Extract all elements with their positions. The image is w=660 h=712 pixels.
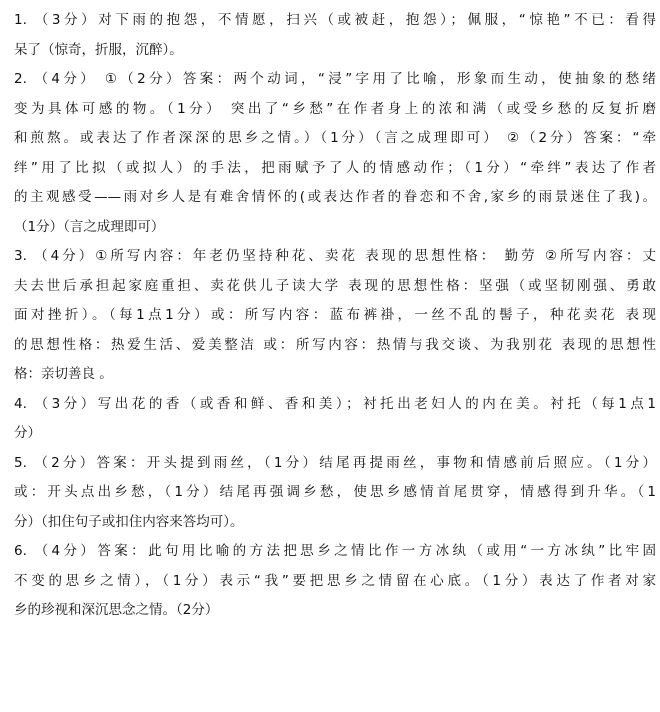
- answer-2-line-1: 2. （4分） ①（2分）答案：两个动词，“浸”字用了比喻，形象而生动，使抽象的愁绪: [14, 71, 656, 87]
- answer-6-line-3: 乡的珍视和深沉思念之情。（2分）: [14, 602, 219, 618]
- answer-2-line-2: 变为具体可感的物。（1分） 突出了“乡愁”在作者身上的浓和满（或受乡愁的反复折磨: [14, 100, 656, 117]
- answer-3-line-5: 格：亲切善良 。: [14, 366, 113, 382]
- answer-1-line-2: 呆了（惊奇，折服，沉醉）。: [14, 41, 183, 58]
- answer-6-line-1: 6. （4分）答案：此句用比喻的方法把思乡之情比作一方冰纨（或用“一方冰纨”比牢固: [14, 543, 656, 559]
- answer-2-line-4: 绊”用了比拟（或拟人）的手法，把雨赋予了人的情感动作；（1分）“牵绊”表达了作者: [14, 159, 656, 176]
- answer-2-line-5: 的主观感受——雨对乡人是有难舍情怀的(或表达作者的眷恋和不舍,家乡的雨景迷住了我)。: [14, 189, 656, 205]
- answer-document: [14, 6, 656, 626]
- answer-3-line-3: 面对挫折）。（每1点1分）或：所写内容：蓝布裤褂，一丝不乱的髻子，种花卖花 表现: [14, 307, 656, 323]
- answer-4-line-1: 4. （3分）写出花的香（或香和鲜、香和美）；衬托出老妇人的内在美。衬托（每1点1: [14, 395, 656, 412]
- answer-5-line-3: 分）（扣住句子或扣住内容来答均可）。: [14, 513, 244, 530]
- answer-3-line-2: 夫去世后承担起家庭重担、卖花供儿子读大学 表现的思想性格：坚强（或坚韧刚强、勇敢: [14, 277, 656, 294]
- answer-4-line-2: 分）: [14, 425, 41, 441]
- answer-5-line-2: 或：开头点出乡愁，（1分）结尾再强调乡愁，使思乡感情首尾贯穿，情感得到升华。（1: [14, 484, 656, 500]
- answer-5-line-1: 5. （2分）答案：开头提到雨丝，（1分）结尾再提雨丝，事物和情感前后照应。（1分）: [14, 454, 656, 471]
- answer-1-line-1: 1. （3分）对下雨的抱怨，不情愿，扫兴（或被赶，抱怨）；佩服，“惊艳”不已：看得: [14, 12, 656, 28]
- answer-2-line-3: 和煎熬。或表达了作者深深的思乡之情。）（1分）（言之成理即可） ②（2分）答案：“牵: [14, 130, 656, 146]
- answer-3-line-4: 的思想性格：热爱生活、爱美整洁 或：所写内容：热情与我交谈、为我别花 表现的思想性: [14, 336, 656, 353]
- answer-2-line-6: （1分）（言之成理即可）: [14, 218, 165, 235]
- answer-6-line-2: 不变的思乡之情），（1分）表示“我”要把思乡之情留在心底。（1分）表达了作者对家: [14, 572, 656, 589]
- answer-3-line-1: 3. （4分）①所写内容：年老仍坚持种花、卖花 表现的思想性格： 勤劳 ②所写内容：丈: [14, 248, 656, 264]
